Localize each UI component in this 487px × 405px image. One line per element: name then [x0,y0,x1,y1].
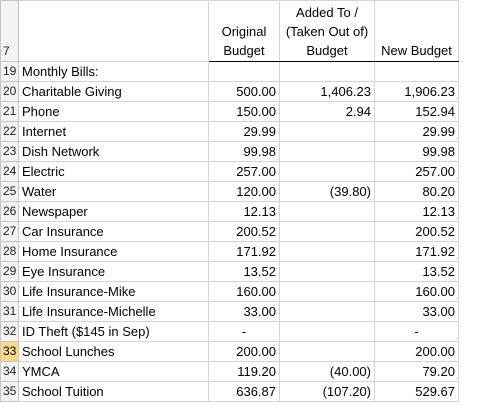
table-row [1,262,459,282]
table-row [1,242,459,262]
item-label-cell[interactable]: Home Insurance [19,242,209,262]
original-budget-header[interactable]: Original Budget [209,1,280,62]
table-row [1,322,459,342]
original-budget-cell[interactable]: 119.20 [209,362,280,382]
original-budget-cell[interactable]: 171.92 [209,242,280,262]
added-to-cell[interactable] [280,302,375,322]
item-label-cell[interactable]: Electric [19,162,209,182]
new-budget-cell[interactable] [375,62,459,82]
table-row [1,182,459,202]
item-label-cell[interactable]: Eye Insurance [19,262,209,282]
new-budget-cell[interactable]: 13.52 [375,262,459,282]
row-header[interactable]: 7 [1,1,19,62]
new-budget-cell[interactable]: 529.67 [375,382,459,402]
original-budget-cell[interactable]: - [209,322,280,342]
table-row [1,342,459,362]
new-budget-header[interactable]: New Budget [375,1,459,62]
original-budget-cell[interactable]: 12.13 [209,202,280,222]
original-budget-cell[interactable]: 500.00 [209,82,280,102]
added-to-cell[interactable] [280,202,375,222]
row-header[interactable]: 31 [1,302,19,322]
new-budget-cell[interactable]: 171.92 [375,242,459,262]
new-budget-cell[interactable]: 12.13 [375,202,459,222]
added-to-cell[interactable]: 1,406.23 [280,82,375,102]
table-row [1,302,459,322]
row-header[interactable]: 24 [1,162,19,182]
original-budget-cell[interactable]: 257.00 [209,162,280,182]
row-header[interactable]: 32 [1,322,19,342]
added-to-cell[interactable] [280,122,375,142]
added-to-cell[interactable]: (40.00) [280,362,375,382]
table-row [1,142,459,162]
table-row [1,362,459,382]
item-label-cell[interactable]: Life Insurance-Michelle [19,302,209,322]
new-budget-cell[interactable]: - [375,322,459,342]
added-to-cell[interactable] [280,62,375,82]
original-budget-cell[interactable] [209,62,280,82]
original-budget-cell[interactable]: 99.98 [209,142,280,162]
added-to-cell[interactable]: (39.80) [280,182,375,202]
table-row [1,102,459,122]
added-to-cell[interactable] [280,262,375,282]
added-to-cell[interactable]: (107.20) [280,382,375,402]
row-header[interactable]: 30 [1,282,19,302]
row-header[interactable]: 33 [1,342,19,362]
original-budget-cell[interactable]: 200.52 [209,222,280,242]
item-label-cell[interactable]: School Tuition [19,382,209,402]
header-row [1,1,459,62]
row-header[interactable]: 21 [1,102,19,122]
added-to-cell[interactable] [280,282,375,302]
new-budget-cell[interactable]: 99.98 [375,142,459,162]
new-budget-cell[interactable]: 33.00 [375,302,459,322]
added-to-cell[interactable] [280,242,375,262]
new-budget-cell[interactable]: 80.20 [375,182,459,202]
row-header[interactable]: 27 [1,222,19,242]
row-header[interactable]: 25 [1,182,19,202]
row-header[interactable]: 34 [1,362,19,382]
item-label-cell[interactable]: Dish Network [19,142,209,162]
item-label-cell[interactable]: Charitable Giving [19,82,209,102]
table-row [1,202,459,222]
added-to-cell[interactable] [280,322,375,342]
item-label-cell[interactable]: School Lunches [19,342,209,362]
added-to-cell[interactable] [280,142,375,162]
row-header[interactable]: 23 [1,142,19,162]
table-row [1,62,459,82]
new-budget-cell[interactable]: 29.99 [375,122,459,142]
item-label-cell[interactable]: YMCA [19,362,209,382]
row-header[interactable]: 19 [1,62,19,82]
new-budget-cell[interactable]: 257.00 [375,162,459,182]
new-budget-cell[interactable]: 200.52 [375,222,459,242]
item-label-cell[interactable]: Newspaper [19,202,209,222]
table-row [1,162,459,182]
row-header[interactable]: 28 [1,242,19,262]
added-to-cell[interactable]: 2.94 [280,102,375,122]
item-label-cell[interactable]: Water [19,182,209,202]
item-label-cell[interactable]: Car Insurance [19,222,209,242]
original-budget-cell[interactable]: 29.99 [209,122,280,142]
added-to-cell[interactable] [280,222,375,242]
original-budget-cell[interactable]: 33.00 [209,302,280,322]
table-row [1,82,459,102]
row-header[interactable]: 20 [1,82,19,102]
new-budget-cell[interactable]: 1,906.23 [375,82,459,102]
row-header[interactable]: 35 [1,382,19,402]
new-budget-cell[interactable]: 79.20 [375,362,459,382]
new-budget-cell[interactable]: 152.94 [375,102,459,122]
original-budget-cell[interactable]: 200.00 [209,342,280,362]
row-header[interactable]: 26 [1,202,19,222]
original-budget-cell[interactable]: 636.87 [209,382,280,402]
item-label-cell[interactable]: Life Insurance-Mike [19,282,209,302]
row-header[interactable]: 22 [1,122,19,142]
original-budget-cell[interactable]: 120.00 [209,182,280,202]
item-label-cell[interactable]: Monthly Bills: [19,62,209,82]
original-budget-cell[interactable]: 13.52 [209,262,280,282]
added-to-cell[interactable] [280,342,375,362]
original-budget-cell[interactable]: 160.00 [209,282,280,302]
table-row [1,282,459,302]
new-budget-cell[interactable]: 200.00 [375,342,459,362]
item-label-cell[interactable]: ID Theft ($145 in Sep) [19,322,209,342]
new-budget-cell[interactable]: 160.00 [375,282,459,302]
original-budget-cell[interactable]: 150.00 [209,102,280,122]
header-label-cell[interactable] [19,1,209,62]
row-header[interactable]: 29 [1,262,19,282]
added-to-cell[interactable] [280,162,375,182]
table-row [1,222,459,242]
table-row [1,382,459,402]
item-label-cell[interactable]: Internet [19,122,209,142]
added-to-header[interactable]: Added To / (Taken Out of) Budget [280,1,375,62]
table-row [1,122,459,142]
item-label-cell[interactable]: Phone [19,102,209,122]
